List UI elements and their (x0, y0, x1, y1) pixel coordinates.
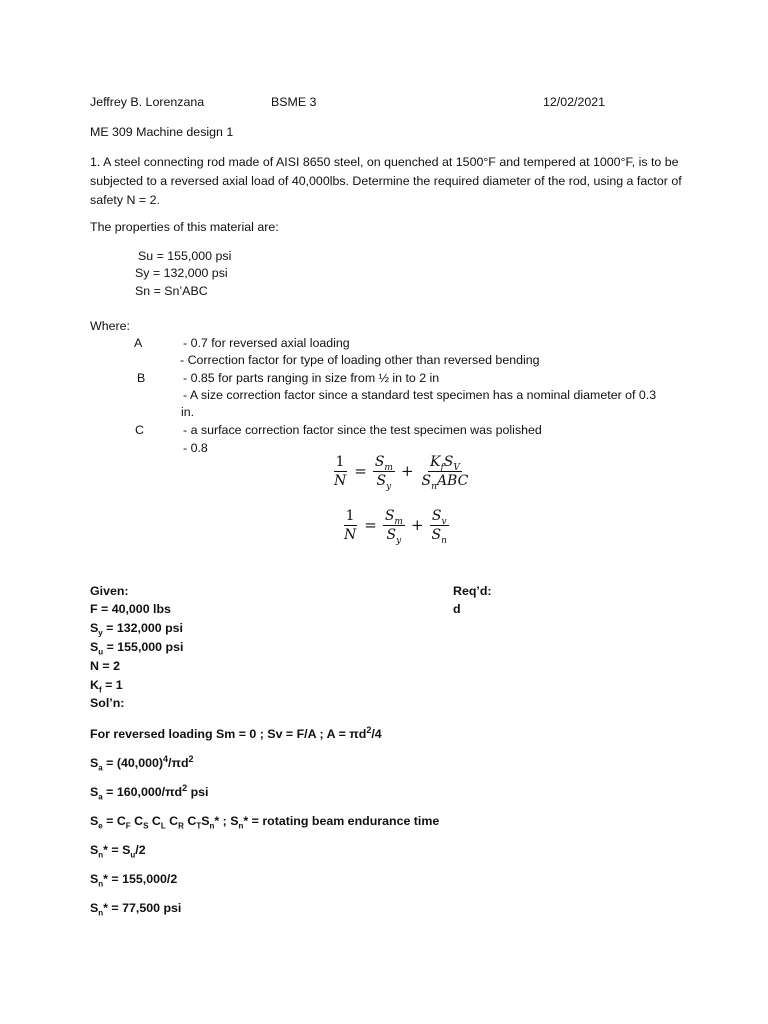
sol4-n2: n (238, 821, 244, 831)
where-label: Where: (90, 319, 130, 333)
eq1-abc: ABC (436, 473, 469, 489)
solution-line-3 (90, 784, 209, 801)
equation-soderberg-full (330, 454, 472, 492)
subject-title: ME 309 Machine design 1 (90, 125, 234, 139)
eq2-sm-sub: m (394, 516, 403, 527)
eq2-sv: S (431, 508, 442, 524)
reqd-label: Req’d: (453, 584, 492, 598)
factor-a-value: - 0.7 for reversed axial loading (183, 336, 350, 350)
eq2-equals: = (364, 516, 377, 534)
sol7-s: S (90, 901, 99, 915)
solution-line-1 (90, 726, 382, 743)
sol4-c3: C (148, 814, 161, 828)
sol4-s3: S (201, 814, 210, 828)
sol4-n: n (209, 821, 215, 831)
solution-label: Sol’n: (90, 696, 125, 710)
sol4-c2: C (130, 814, 144, 828)
eq2-sn-sub: n (441, 535, 447, 546)
factor-b-letter: B (137, 371, 146, 385)
equation-soderberg-simplified (340, 508, 451, 546)
sol4-s: S (90, 814, 99, 828)
sol1-text: For reversed loading Sm = 0 ; Sv = F/A ; A = πd (90, 727, 367, 741)
sol2-sub: a (98, 763, 103, 773)
sol4-l: L (160, 821, 166, 831)
eq1-sy: S (376, 473, 387, 489)
sol4-c4: C (165, 814, 179, 828)
sol2-sup2: 2 (188, 753, 194, 764)
sol3-mid: = 160,000/πd (102, 785, 183, 799)
factor-c-value: - 0.8 (183, 441, 208, 455)
eq1-sn-sub: n (431, 481, 437, 492)
given-kf-val: = 1 (101, 678, 123, 692)
sol5-post: /2 (135, 843, 146, 857)
solution-line-5 (90, 842, 146, 859)
eq1-sm: S (374, 454, 385, 470)
eq1-kf-sub: f (440, 462, 444, 473)
eq2-numerator-one: 1 (345, 508, 355, 524)
eq1-equals: = (354, 462, 367, 480)
sol2-sup: 4 (163, 753, 169, 764)
sol4-r: R (178, 821, 184, 831)
given-sy-s: S (90, 621, 99, 635)
problem-statement: 1. A steel connecting rod made of AISI 8650 steel, on quenched at 1500°F and tempered at 1000°F, is to be subjected to a reversed axial load of 40,000lbs. Determine the required diameter of the rod, using a factor of safety N = 2. (90, 155, 682, 207)
course-label: BSME 3 (271, 95, 317, 109)
properties-intro: The properties of this material are: (90, 220, 279, 234)
sol4-sub: e (98, 821, 103, 831)
factor-b-description-cont: in. (181, 405, 195, 419)
sol6-post: * = 155,000/2 (103, 872, 178, 886)
sol6-sub: n (98, 879, 104, 889)
sol3-sup: 2 (182, 782, 188, 793)
given-su (90, 639, 183, 656)
sol3-sub: a (98, 792, 103, 802)
given-su-s: S (90, 640, 99, 654)
eq1-plus: + (400, 462, 414, 480)
eq1-numerator-one: 1 (335, 454, 345, 470)
eq2-sy: S (386, 527, 397, 543)
eq1-sn: S (421, 473, 432, 489)
eq1-sy-sub: y (386, 481, 392, 492)
sol4-post: * = rotating beam endurance time (243, 814, 440, 828)
factor-c-letter: C (135, 423, 144, 437)
given-n: N = 2 (90, 659, 120, 673)
sol5-s: S (90, 843, 99, 857)
eq1-sv: S (443, 454, 454, 470)
sol7-sub: n (98, 908, 104, 918)
factor-c-description: - a surface correction factor since the test specimen was polished (183, 423, 542, 437)
sol1-post: /4 (371, 727, 382, 741)
sol5-u: u (130, 850, 136, 860)
sol4-mid: * ; S (214, 814, 239, 828)
sol4-s2: S (143, 821, 149, 831)
eq2-sn: S (431, 527, 442, 543)
date-label: 12/02/2021 (543, 95, 606, 109)
factor-b-description: - A size correction factor since a standard test specimen has a nominal diameter of 0.3 (183, 388, 657, 402)
sol3-s: S (90, 785, 99, 799)
sol4-eq: = C (102, 814, 126, 828)
eq1-denominator-n: N (334, 473, 347, 489)
sol1-sup: 2 (366, 724, 372, 735)
eq2-plus: + (410, 516, 424, 534)
eq2-sv-sub: v (441, 516, 447, 527)
given-sy (90, 620, 183, 637)
factor-a-letter: A (134, 336, 143, 350)
sol2-mid: /πd (168, 756, 189, 770)
factor-b-value: - 0.85 for parts ranging in size from ½ in to 2 in (183, 371, 440, 385)
given-kf-k: K (90, 678, 99, 692)
factor-a-description: - Correction factor for type of loading other than reversed bending (180, 353, 540, 367)
sol5-sub: n (98, 850, 104, 860)
sol2-s: S (90, 756, 99, 770)
sol4-c5: C (183, 814, 197, 828)
given-sy-val: = 132,000 psi (102, 621, 183, 635)
sol6-s: S (90, 872, 99, 886)
reqd-value: d (453, 602, 461, 616)
eq2-sm: S (384, 508, 395, 524)
sol5-mid: * = S (103, 843, 131, 857)
eq2-denominator-n: N (344, 527, 357, 543)
solution-line-2 (90, 755, 194, 772)
sol4-f: F (125, 821, 131, 831)
eq1-kf: K (429, 454, 441, 470)
given-kf-sub: f (98, 685, 102, 695)
property-sy: Sy = 132,000 psi (135, 266, 228, 280)
solution-line-6 (90, 871, 177, 888)
given-label: Given: (90, 584, 129, 598)
given-force: F = 40,000 lbs (90, 602, 171, 616)
given-su-sub: u (98, 647, 104, 657)
sol2-pre: = (40,000) (102, 756, 163, 770)
sol4-t: T (196, 821, 202, 831)
property-su: Su = 155,000 psi (138, 249, 232, 263)
author-name: Jeffrey B. Lorenzana (90, 95, 205, 109)
solution-line-4 (90, 813, 439, 830)
eq1-sm-sub: m (384, 462, 393, 473)
eq1-sv-sub: V (453, 462, 460, 473)
sol3-post: psi (187, 785, 209, 799)
given-kf (90, 677, 123, 694)
eq2-sy-sub: y (396, 535, 402, 546)
given-su-val: = 155,000 psi (103, 640, 184, 654)
sol7-post: * = 77,500 psi (103, 901, 182, 915)
property-sn: Sn = Sn’ABC (135, 284, 208, 298)
given-sy-sub: y (98, 628, 103, 638)
solution-line-7 (90, 900, 181, 917)
